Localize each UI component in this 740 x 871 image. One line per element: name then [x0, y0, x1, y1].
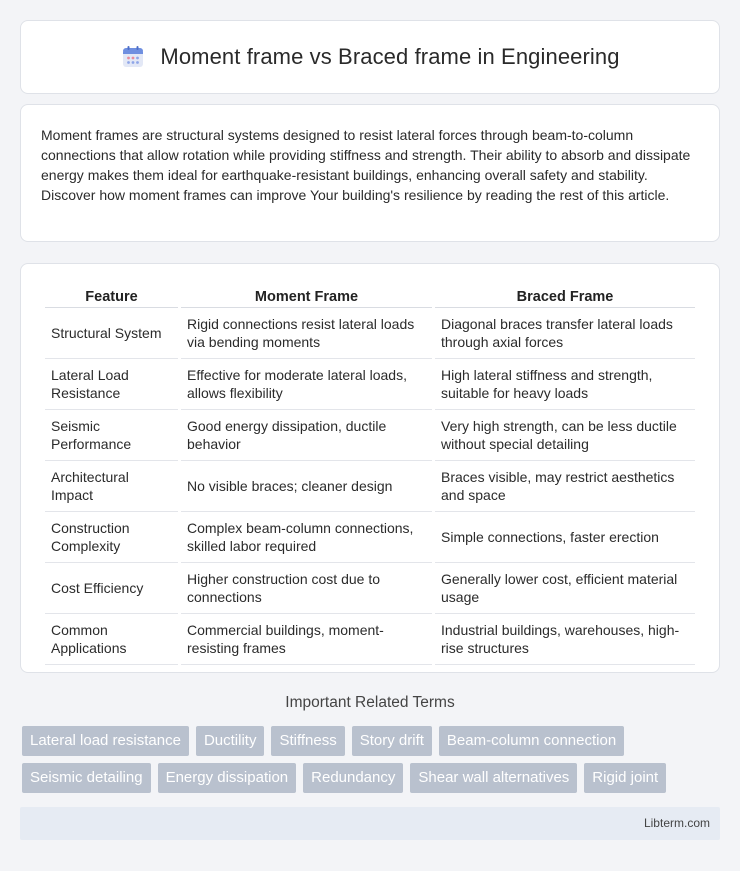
- related-terms-row-1: [22, 726, 722, 756]
- intro-text: Moment frames are structural systems designed to resist lateral forces through beam-to-column connections that allow rotation while providing stiffness and strength. Their ability to absorb and dissipate energy makes them ideal for earthquake-resistant buildings, enhancing overall safety and stability. Discover how moment frames can improve Your building's resilience by reading the rest of this article.: [41, 127, 691, 203]
- moment-cell: Commercial buildings, moment-resisting frames: [181, 614, 432, 665]
- table-row: [45, 410, 695, 461]
- footer-site-link[interactable]: Libterm.com: [643, 816, 710, 830]
- feature-cell: Common Applications: [45, 614, 178, 665]
- braced-cell: High lateral stiffness and strength, suitable for heavy loads: [435, 359, 695, 410]
- header-card: [20, 20, 720, 94]
- title-wrap: [120, 44, 619, 70]
- tag-energy-dissipation[interactable]: Energy dissipation: [158, 763, 297, 793]
- table-row: [45, 563, 695, 614]
- moment-cell: Complex beam-column connections, skilled labor required: [181, 512, 432, 563]
- braced-cell: Simple connections, faster erection: [435, 512, 695, 563]
- moment-cell: Higher construction cost due to connections: [181, 563, 432, 614]
- footer: [20, 807, 720, 840]
- table-header-row: [45, 284, 695, 308]
- tag-story-drift[interactable]: Story drift: [352, 726, 432, 756]
- tag-seismic-detailing[interactable]: Seismic detailing: [22, 763, 151, 793]
- page-title: Moment frame vs Braced frame in Engineering: [160, 44, 620, 69]
- braced-cell: Very high strength, can be less ductile without special detailing: [435, 410, 695, 461]
- comparison-table: [42, 284, 698, 665]
- tag-lateral-load-resistance[interactable]: Lateral load resistance: [22, 726, 189, 756]
- table-row: [45, 308, 695, 359]
- braced-cell: Generally lower cost, efficient material usage: [435, 563, 695, 614]
- braced-cell: Diagonal braces transfer lateral loads through axial forces: [435, 308, 695, 359]
- braced-cell: Industrial buildings, warehouses, high-rise structures: [435, 614, 695, 665]
- feature-cell: Lateral Load Resistance: [45, 359, 178, 410]
- table-row: [45, 359, 695, 410]
- feature-cell: Structural System: [45, 308, 178, 359]
- header-braced-frame: Braced Frame: [435, 284, 695, 308]
- related-terms-title: Important Related Terms: [285, 694, 455, 711]
- tag-ductility[interactable]: Ductility: [196, 726, 265, 756]
- feature-cell: Construction Complexity: [45, 512, 178, 563]
- header-moment-frame: Moment Frame: [181, 284, 432, 308]
- moment-cell: Effective for moderate lateral loads, allows flexibility: [181, 359, 432, 410]
- feature-cell: Cost Efficiency: [45, 563, 178, 614]
- braced-cell: Braces visible, may restrict aesthetics and space: [435, 461, 695, 512]
- related-terms-row-2: [22, 763, 722, 793]
- table-row: [45, 614, 695, 665]
- tag-redundancy[interactable]: Redundancy: [303, 763, 403, 793]
- calendar-icon: [120, 44, 146, 70]
- tag-beam-column-connection[interactable]: Beam-column connection: [439, 726, 624, 756]
- moment-cell: Rigid connections resist lateral loads via bending moments: [181, 308, 432, 359]
- intro-card: [20, 104, 720, 242]
- table-card: [20, 263, 720, 673]
- moment-cell: Good energy dissipation, ductile behavior: [181, 410, 432, 461]
- table-row: [45, 512, 695, 563]
- tag-rigid-joint[interactable]: Rigid joint: [584, 763, 666, 793]
- moment-cell: No visible braces; cleaner design: [181, 461, 432, 512]
- feature-cell: Architectural Impact: [45, 461, 178, 512]
- feature-cell: Seismic Performance: [45, 410, 178, 461]
- tag-shear-wall-alternatives[interactable]: Shear wall alternatives: [410, 763, 577, 793]
- tag-stiffness[interactable]: Stiffness: [271, 726, 344, 756]
- header-feature: Feature: [45, 284, 178, 308]
- table-row: [45, 461, 695, 512]
